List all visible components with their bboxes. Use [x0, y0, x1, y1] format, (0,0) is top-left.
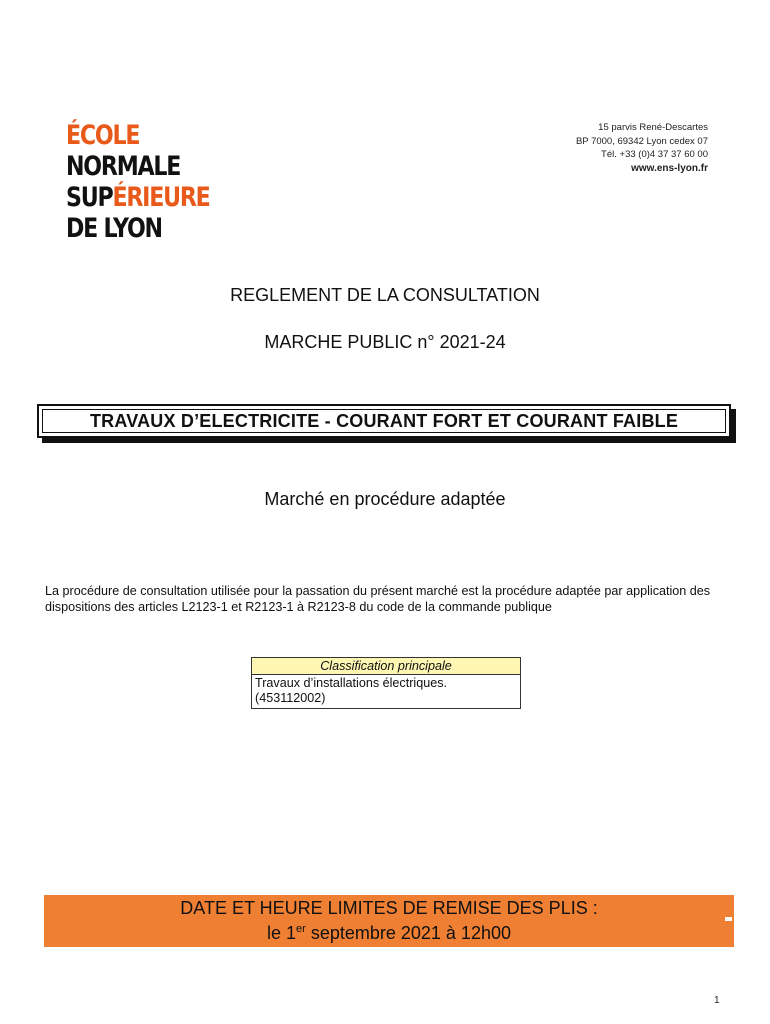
ens-lyon-logo: [66, 120, 210, 244]
address-postal: BP 7000, 69342 Lyon cedex 07: [575, 135, 708, 147]
deadline-banner: [44, 895, 734, 947]
deadline-heading: DATE ET HEURE LIMITES DE REMISE DES PLIS :: [180, 898, 598, 918]
procedure-paragraph: La procédure de consultation utilisée pour la passation du présent marché est la procédure adaptée par application des dispositions des articles L2123-1 et R2123-1 à R2123-8 du code de la commande publique: [45, 584, 711, 614]
classification-table: [251, 657, 521, 709]
procedure-type: Marché en procédure adaptée: [264, 489, 506, 509]
banner-edge-mark: [725, 917, 732, 921]
logo-line-normale: NORMALE: [66, 151, 181, 182]
logo-line-ecole: ÉCOLE: [66, 120, 140, 151]
logo-line-superieure: SUPÉRIEURE: [66, 182, 210, 213]
document-title: REGLEMENT DE LA CONSULTATION: [230, 285, 540, 305]
classification-body: [252, 675, 520, 708]
subject-box: [37, 404, 731, 438]
subject-title: TRAVAUX D’ELECTRICITE - COURANT FORT ET COURANT FAIBLE: [89, 410, 679, 431]
market-number: MARCHE PUBLIC n° 2021-24: [264, 332, 506, 352]
deadline-date: le 1er septembre 2021 à 12h00: [267, 923, 511, 943]
classification-label: Travaux d’installations électriques.: [255, 676, 448, 690]
institution-address: [576, 121, 708, 175]
address-phone: Tél. +33 (0)4 37 37 60 00: [601, 149, 708, 160]
classification-header: Classification principale: [252, 658, 520, 675]
address-website: www.ens-lyon.fr: [631, 162, 708, 174]
page-number: 1: [714, 995, 720, 1006]
logo-line-de-lyon: DE LYON: [66, 213, 162, 244]
address-street: 15 parvis René-Descartes: [598, 122, 708, 133]
classification-code: (453112002): [255, 691, 326, 705]
